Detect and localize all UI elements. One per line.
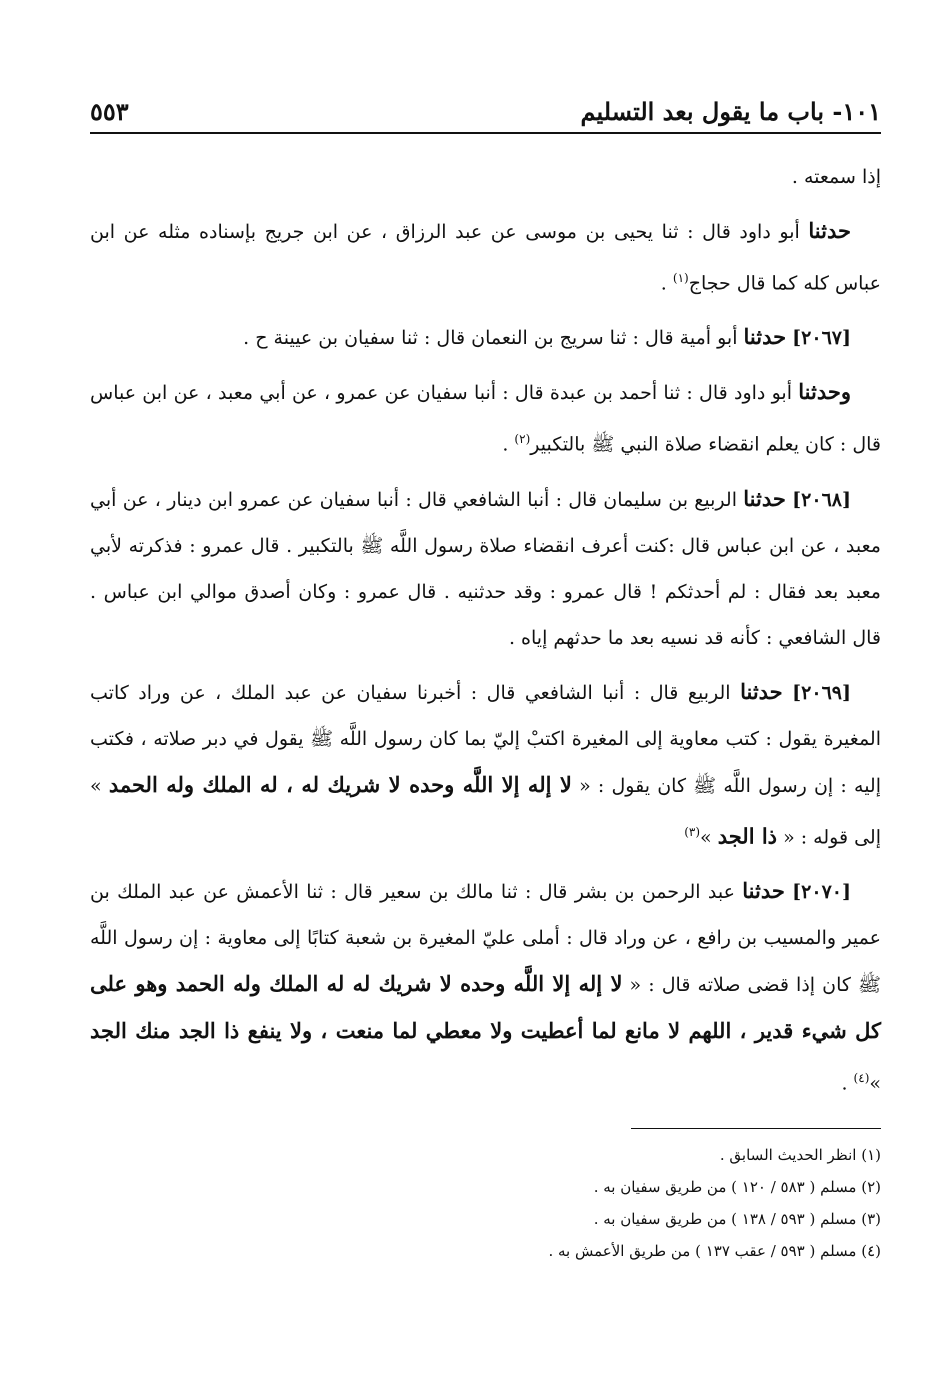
hadith-lead-word: حدثنا — [808, 218, 851, 243]
hadith-2069 — [90, 669, 881, 860]
hadith-lead-word: حدثنا — [743, 324, 787, 350]
quoted-dhikr: ذا الجد — [717, 822, 778, 848]
footnote-ref: (٤) — [853, 1070, 870, 1085]
hadith-lead-word: حدثنا — [743, 485, 786, 511]
paragraph-tail: . — [660, 272, 673, 295]
paragraph-text: أبو داود قال : ثنا يحيى بن موسى عن عبد الرزاق ، عن ابن جريج بإسناده مثله عن ابن عباس كله كما قال حجاج — [90, 221, 881, 295]
paragraph-text: عبد الرحمن بن بشر قال : ثنا مالك بن سعير قال : ثنا الأعمش عن عبد الملك بن عمير والمسيب بن رافع ، عن وراد قال : أملى عليّ المغيرة بن شعبة كتابًا إلى معاوية : إن رسول اللَّه ﷺ كان إذا قضى صلاته قال : « — [90, 880, 881, 996]
page-number: ٥٥٣ — [90, 97, 129, 126]
hadith-2067 — [90, 314, 881, 361]
page-body — [90, 154, 881, 1267]
paragraph-text: أبو داود قال : ثنا أحمد بن عبدة قال : أنبا سفيان عن عمرو ، عن أبي معبد ، عن ابن عباس قال : كان يعلم انقضاء صلاة النبي ﷺ بالتكبير — [90, 382, 881, 456]
hadith-number: [٢٠٦٩] — [792, 681, 851, 704]
hadith-lead-word: حدثنا — [740, 678, 783, 704]
hadith-number: [٢٠٧٠] — [792, 880, 851, 903]
footnote-ref: (٢) — [514, 432, 531, 447]
quote-close: » — [869, 1072, 881, 1095]
paragraph-text: » إلى قوله : « — [90, 774, 881, 848]
hadith-number: [٢٠٦٧] — [792, 327, 851, 350]
paragraph-text: أبو أمية قال : ثنا سريج بن النعمان قال : ثنا سفيان بن عيينة ح . — [243, 327, 738, 350]
footnote-ref: (١) — [672, 271, 689, 285]
paragraph-continuation — [90, 154, 881, 200]
footnote-2: (٢) مسلم ( ٥٨٣ / ١٢٠ ) من طريق سفيان به . — [593, 1178, 881, 1197]
paragraph-tail: . — [502, 433, 515, 456]
hadith-2068 — [90, 476, 881, 661]
footnote-3: (٣) مسلم ( ٥٩٣ / ١٣٨ ) من طريق سفيان به . — [593, 1210, 881, 1229]
footnote-1: (١) انظر الحديث السابق . — [719, 1146, 881, 1165]
hadith-lead-word: وحدثنا — [798, 379, 851, 405]
paragraph-text: الربيع بن سليمان قال : أنبا الشافعي قال : أنبا سفيان عن عمرو ابن دينار ، عن أبي معبد ، عن ابن عباس قال :كنت أعرف انقضاء صلاة رسول اللَّه ﷺ بالتكبير . قال عمرو : فذكرته لأبي معبد بعد فقال : لم أحدثكم ! قال عمرو : وقد حدثنيه . قال عمرو : وكان أصدق موالي ابن عباس . قال الشافعي : كأنه قد نسيه بعد ما حدثهم إياه . — [90, 488, 881, 649]
footnote-divider — [631, 1128, 881, 1129]
chapter-title: ١٠١- باب ما يقول بعد التسليم — [580, 97, 881, 126]
paragraph-tail: . — [841, 1072, 854, 1095]
hadith-lead-word: حدثنا — [742, 877, 785, 903]
quoted-dhikr: لا إله إلا اللَّه وحده لا شريك له له الملك وله الحمد وهو على كل شيء قدير ، اللهم لا مانع لما أعطيت ولا معطي لما منعت ، ولا ينفع ذا الجد منك الجد — [90, 970, 881, 1043]
hadith-paragraph — [90, 369, 881, 467]
footnote-ref: (٣) — [684, 824, 701, 839]
footnotes — [90, 1139, 881, 1267]
paragraph-text: إذا سمعته . — [791, 166, 881, 188]
footnote-4: (٤) مسلم ( ٥٩٣ / عقب ١٣٧ ) من طريق الأعمش به . — [548, 1242, 881, 1261]
page-header — [90, 80, 881, 134]
hadith-number: [٢٠٦٨] — [792, 488, 851, 511]
paragraph-text: الربيع قال : أنبا الشافعي قال : أخبرنا سفيان عن عبد الملك ، عن وراد كاتب المغيرة يقول : كتب معاوية إلى المغيرة اكتبْ إليّ بما كان رسول اللَّه ﷺ يقول في دبر صلاته ، فكتب إليه : إن رسول اللَّه ﷺ كان يقول : « — [90, 681, 881, 797]
hadith-2070 — [90, 868, 881, 1106]
hadith-paragraph — [90, 208, 881, 306]
quoted-dhikr: لا إله إلا اللَّه وحده لا شريك له ، له الملك وله الحمد — [108, 771, 572, 797]
quote-close: » — [700, 825, 718, 848]
